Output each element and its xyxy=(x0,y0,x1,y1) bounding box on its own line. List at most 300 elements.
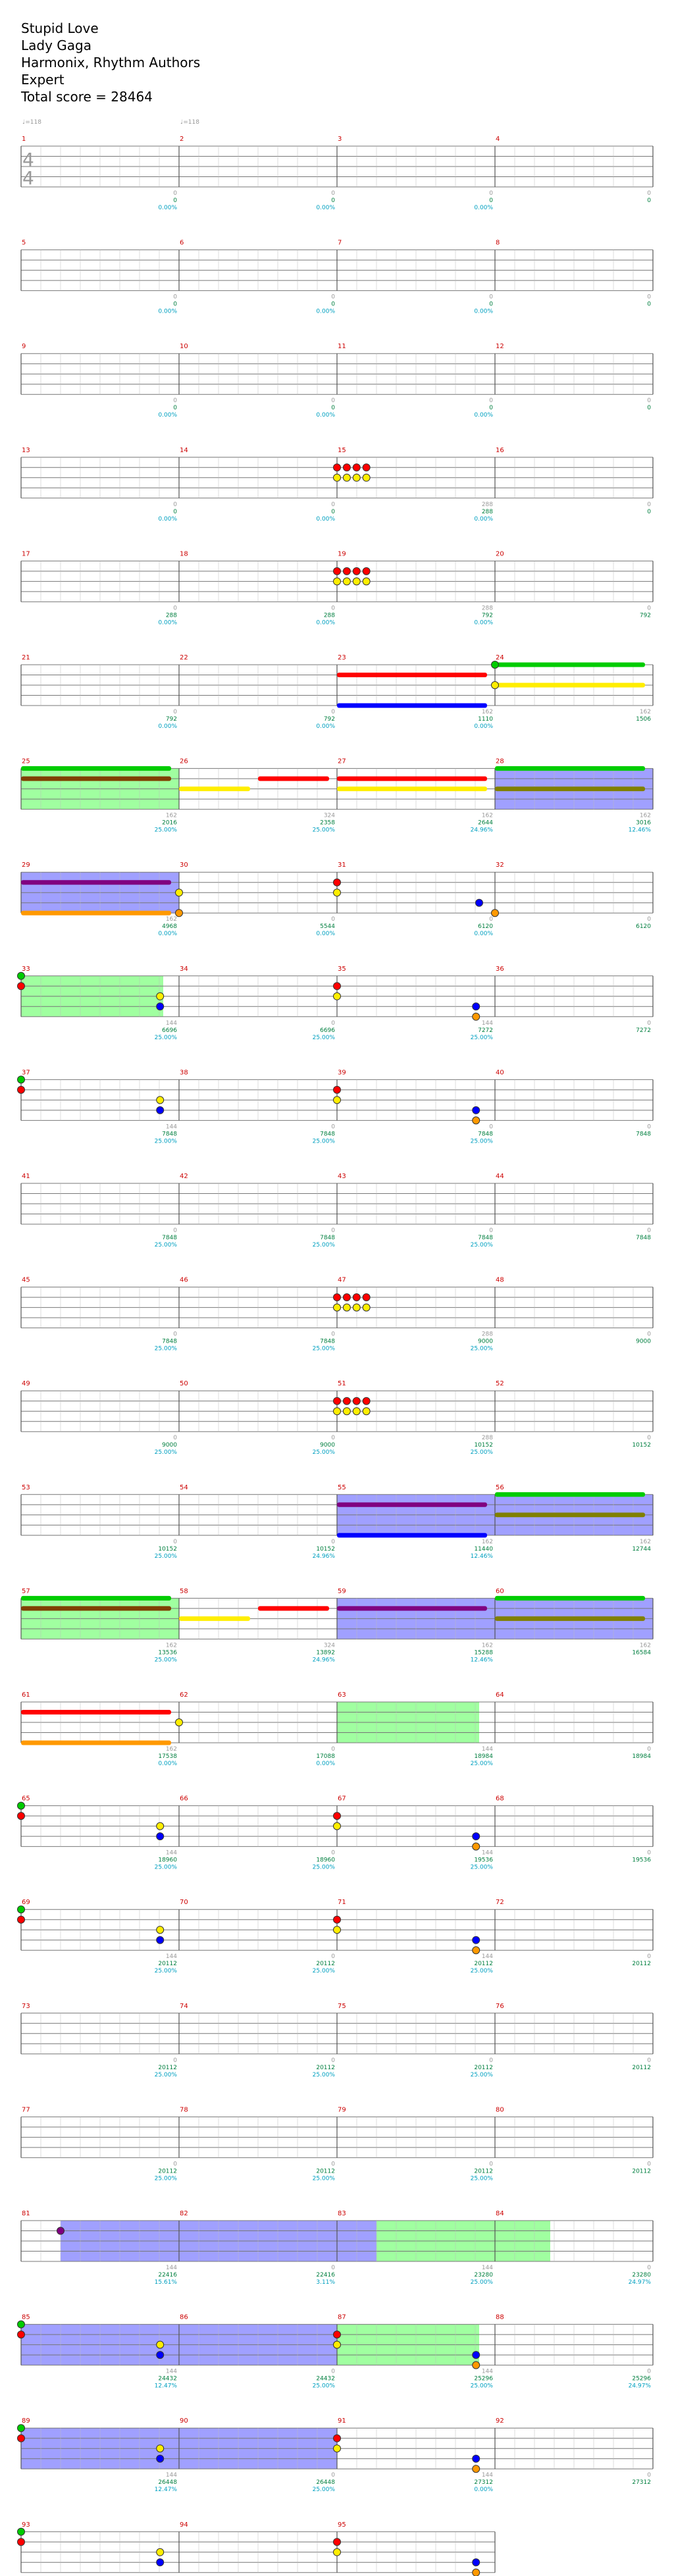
drum-note xyxy=(492,661,499,669)
phrase-value: 162 xyxy=(481,1538,493,1545)
cumulative-score: 20112 xyxy=(158,2168,177,2175)
overdrive-percent: 25.00% xyxy=(154,1657,177,1664)
drum-note xyxy=(334,1408,341,1415)
measure-number: 31 xyxy=(338,862,346,869)
measure-number: 56 xyxy=(496,1483,504,1491)
cumulative-score: 20112 xyxy=(632,2168,651,2175)
phrase-value: 0 xyxy=(331,1435,335,1442)
measure-number: 62 xyxy=(180,1691,188,1699)
phrase-value: 0 xyxy=(331,2057,335,2064)
phrase-value: 0 xyxy=(647,1331,651,1338)
cumulative-score: 0 xyxy=(173,301,177,308)
cumulative-score: 7272 xyxy=(478,1027,493,1034)
phrase-value: 0 xyxy=(173,709,177,715)
overdrive-percent: 25.00% xyxy=(154,1345,177,1352)
cumulative-score: 792 xyxy=(323,716,335,723)
measure-number: 42 xyxy=(180,1173,188,1180)
overdrive-percent: 12.47% xyxy=(154,2486,177,2494)
drum-note xyxy=(476,899,483,906)
cumulative-score: 6120 xyxy=(478,923,493,931)
drum-note xyxy=(334,578,341,585)
cumulative-score: 1506 xyxy=(636,716,651,723)
cumulative-score: 18984 xyxy=(474,1753,493,1760)
measure-number: 2 xyxy=(180,136,184,143)
measure-number: 4 xyxy=(496,136,500,143)
drum-note xyxy=(363,578,370,585)
measure-number: 36 xyxy=(496,965,504,973)
phrase-value: 0 xyxy=(647,2265,651,2271)
cumulative-score: 24432 xyxy=(158,2375,177,2383)
cumulative-score: 12744 xyxy=(632,1545,651,1553)
measure-number: 26 xyxy=(180,758,188,765)
phrase-value: 0 xyxy=(647,398,651,405)
sustain-bar xyxy=(337,1503,487,1507)
measure-number: 86 xyxy=(180,2313,188,2321)
phrase-value: 0 xyxy=(647,294,651,301)
overdrive-percent: 0.00% xyxy=(316,619,335,627)
measure-number: 91 xyxy=(338,2417,346,2425)
measure-number: 88 xyxy=(496,2313,504,2321)
overdrive-percent: 25.00% xyxy=(470,2279,493,2286)
overdrive-percent: 25.00% xyxy=(470,1968,493,1975)
measure-number: 47 xyxy=(338,1276,346,1284)
drum-note xyxy=(157,992,164,1000)
drum-note xyxy=(334,879,341,886)
drum-note xyxy=(334,567,341,575)
cumulative-score: 0 xyxy=(331,197,335,204)
cumulative-score: 792 xyxy=(639,612,651,619)
cumulative-score: 25296 xyxy=(632,2375,651,2383)
measure-number: 65 xyxy=(22,1795,30,1803)
cumulative-score: 0 xyxy=(489,197,493,204)
measure-number: 58 xyxy=(180,1587,188,1595)
overdrive-percent: 25.00% xyxy=(312,2383,335,2390)
cumulative-score: 26448 xyxy=(316,2479,335,2486)
cumulative-score: 10152 xyxy=(632,1442,651,1449)
drum-note xyxy=(18,2321,25,2328)
measure-number: 11 xyxy=(338,343,346,351)
drum-note xyxy=(18,983,25,990)
drum-note xyxy=(334,1294,341,1301)
drum-note xyxy=(157,2455,164,2462)
overdrive-percent: 25.00% xyxy=(312,2175,335,2182)
drum-note xyxy=(334,2548,341,2556)
overdrive-percent: 0.00% xyxy=(316,723,335,730)
measure-number: 45 xyxy=(22,1276,30,1284)
cumulative-score: 792 xyxy=(165,716,177,723)
cumulative-score: 20112 xyxy=(474,2064,493,2071)
drum-note xyxy=(334,1916,341,1923)
cumulative-score: 0 xyxy=(331,301,335,308)
phrase-value: 288 xyxy=(481,605,493,612)
drum-note xyxy=(176,910,183,917)
overdrive-percent: 0.00% xyxy=(158,412,177,419)
phrase-value: 0 xyxy=(331,709,335,715)
phrase-value: 288 xyxy=(481,1435,493,1442)
drum-note xyxy=(157,1106,164,1114)
sustain-bar xyxy=(21,1596,171,1601)
drum-note xyxy=(343,578,350,585)
drum-note xyxy=(343,1397,350,1404)
drum-note xyxy=(334,2538,341,2546)
overdrive-percent: 0.00% xyxy=(158,931,177,938)
cumulative-score: 0 xyxy=(489,405,493,412)
cumulative-score: 7848 xyxy=(162,1235,177,1241)
drum-note xyxy=(334,2434,341,2442)
phrase-value: 0 xyxy=(489,294,493,301)
drum-note xyxy=(157,2341,164,2348)
cumulative-score: 20112 xyxy=(316,2168,335,2175)
phrase-value: 144 xyxy=(165,2265,177,2271)
overdrive-percent: 3.11% xyxy=(316,2279,335,2286)
overdrive-percent: 25.00% xyxy=(312,1242,335,1249)
measure-number: 23 xyxy=(338,654,346,661)
overdrive-percent: 25.00% xyxy=(154,1968,177,1975)
measure-number: 5 xyxy=(22,239,26,247)
phrase-value: 0 xyxy=(331,2472,335,2479)
cumulative-score: 10152 xyxy=(316,1545,335,1553)
measure-number: 25 xyxy=(22,758,30,765)
measure-number: 14 xyxy=(180,446,188,454)
drum-note xyxy=(334,2331,341,2338)
sustain-bar xyxy=(495,1616,645,1621)
overdrive-percent: 0.00% xyxy=(474,619,493,627)
drum-note xyxy=(353,578,360,585)
phrase-value: 162 xyxy=(639,1642,651,1649)
drum-note xyxy=(363,1294,370,1301)
phrase-value: 0 xyxy=(489,190,493,197)
sustain-bar xyxy=(21,911,171,915)
phrase-value: 0 xyxy=(331,294,335,301)
phrase-value: 0 xyxy=(173,501,177,508)
drum-note xyxy=(157,2352,164,2359)
phrase-value: 0 xyxy=(647,1849,651,1857)
phrase-value: 0 xyxy=(331,1019,335,1027)
cumulative-score: 24432 xyxy=(316,2375,335,2383)
cumulative-score: 11440 xyxy=(474,1545,493,1553)
cumulative-score: 23280 xyxy=(474,2272,493,2279)
cumulative-score: 6696 xyxy=(162,1027,177,1034)
measure-number: 7 xyxy=(338,239,342,247)
drum-note xyxy=(334,2445,341,2452)
cumulative-score: 20112 xyxy=(158,2064,177,2071)
measure-number: 59 xyxy=(338,1587,346,1595)
measure-number: 19 xyxy=(338,550,346,558)
sustain-bar xyxy=(179,1616,250,1621)
cumulative-score: 7848 xyxy=(478,1131,493,1138)
measure-number: 3 xyxy=(338,136,342,143)
phrase-value: 144 xyxy=(165,2472,177,2479)
cumulative-score: 1110 xyxy=(478,716,493,723)
measure-number: 48 xyxy=(496,1276,504,1284)
sustain-bar xyxy=(337,786,487,791)
drum-note xyxy=(334,2341,341,2348)
phrase-value: 0 xyxy=(331,2368,335,2375)
sustain-bar xyxy=(179,786,250,791)
time-signature-den: 4 xyxy=(22,167,34,189)
cumulative-score: 0 xyxy=(173,405,177,412)
overdrive-percent: 25.00% xyxy=(154,827,177,834)
measure-number: 37 xyxy=(22,1069,30,1077)
cumulative-score: 7848 xyxy=(636,1131,651,1138)
drum-note xyxy=(473,1936,480,1944)
overdrive-percent: 25.00% xyxy=(470,1242,493,1249)
cumulative-score: 25296 xyxy=(474,2375,493,2383)
drum-note xyxy=(492,910,499,917)
cumulative-score: 20112 xyxy=(316,1961,335,1968)
overdrive-percent: 12.46% xyxy=(628,827,651,834)
phrase-value: 0 xyxy=(331,1849,335,1857)
measure-number: 27 xyxy=(338,758,346,765)
measure-number: 83 xyxy=(338,2210,346,2217)
measure-number: 53 xyxy=(22,1483,30,1491)
cumulative-score: 7848 xyxy=(320,1235,335,1241)
cumulative-score: 20112 xyxy=(474,2168,493,2175)
measure-number: 22 xyxy=(180,654,188,661)
drum-note xyxy=(334,1304,341,1311)
overdrive-percent: 25.00% xyxy=(154,1138,177,1145)
phrase-value: 0 xyxy=(647,1746,651,1753)
overdrive-percent: 0.00% xyxy=(474,205,493,211)
phrase-value: 0 xyxy=(647,1227,651,1234)
overdrive-percent: 25.00% xyxy=(312,1345,335,1352)
phrase-value: 0 xyxy=(647,501,651,508)
cumulative-score: 26448 xyxy=(158,2479,177,2486)
phrase-value: 0 xyxy=(331,398,335,405)
cumulative-score: 17088 xyxy=(316,1753,335,1760)
drum-note xyxy=(157,1003,164,1010)
measure-number: 35 xyxy=(338,965,346,973)
overdrive-percent: 0.00% xyxy=(474,723,493,730)
overdrive-percent: 24.97% xyxy=(628,2279,651,2286)
overdrive-percent: 0.00% xyxy=(158,1761,177,1767)
drum-note xyxy=(353,1408,360,1415)
phrase-value: 0 xyxy=(647,1019,651,1027)
phrase-value: 144 xyxy=(481,2265,493,2271)
measure-number: 78 xyxy=(180,2106,188,2114)
drum-note xyxy=(343,1408,350,1415)
measure-number: 20 xyxy=(496,550,504,558)
sustain-bar xyxy=(495,1512,645,1517)
drum-note xyxy=(473,2569,480,2576)
phrase-value: 0 xyxy=(647,2368,651,2375)
overdrive-percent: 25.00% xyxy=(312,2071,335,2078)
overdrive-percent: 24.96% xyxy=(312,1553,335,1560)
drum-note xyxy=(18,2538,25,2546)
drum-note xyxy=(18,1813,25,1820)
cumulative-score: 20112 xyxy=(474,1961,493,1968)
drum-note xyxy=(353,1397,360,1404)
sustain-bar xyxy=(495,663,645,667)
measure-number: 80 xyxy=(496,2106,504,2114)
overdrive-percent: 0.00% xyxy=(316,931,335,938)
cumulative-score: 2358 xyxy=(320,819,335,827)
sustain-bar xyxy=(495,1492,645,1497)
cumulative-score: 20112 xyxy=(158,1961,177,1968)
cumulative-score: 7848 xyxy=(162,1131,177,1138)
measure-number: 71 xyxy=(338,1899,346,1907)
phrase-value: 0 xyxy=(331,2265,335,2271)
overdrive-percent: 0.00% xyxy=(474,2486,493,2494)
cumulative-score: 23280 xyxy=(632,2272,651,2279)
overdrive-percent: 25.00% xyxy=(312,1138,335,1145)
phrase-value: 144 xyxy=(481,1746,493,1753)
cumulative-score: 288 xyxy=(481,508,493,515)
drum-note xyxy=(473,1003,480,1010)
tempo-marker: ♩=118 xyxy=(180,119,199,126)
sustain-bar xyxy=(21,1710,171,1714)
difficulty-label: Expert xyxy=(21,72,65,88)
phrase-value: 162 xyxy=(481,709,493,715)
measure-number: 6 xyxy=(180,239,184,247)
drum-note xyxy=(157,1936,164,1944)
measure-number: 54 xyxy=(180,1483,188,1491)
drum-note xyxy=(353,464,360,471)
measure-number: 69 xyxy=(22,1899,30,1907)
sustain-bar xyxy=(258,1606,329,1610)
cumulative-score: 0 xyxy=(173,197,177,204)
cumulative-score: 13536 xyxy=(158,1649,177,1657)
phrase-value: 0 xyxy=(331,1123,335,1131)
phrase-value: 0 xyxy=(647,916,651,923)
drum-note xyxy=(18,1916,25,1923)
sustain-bar xyxy=(495,786,645,791)
cumulative-score: 18960 xyxy=(158,1857,177,1864)
drum-note xyxy=(473,1833,480,1840)
drum-note xyxy=(353,567,360,575)
measure-number: 57 xyxy=(22,1587,30,1595)
drum-note xyxy=(343,474,350,481)
phrase-value: 162 xyxy=(639,1538,651,1545)
cumulative-score: 19536 xyxy=(474,1857,493,1864)
measure-number: 67 xyxy=(338,1795,346,1803)
cumulative-score: 17538 xyxy=(158,1753,177,1760)
overdrive-percent: 25.00% xyxy=(470,1761,493,1767)
phrase-value: 162 xyxy=(481,1642,493,1649)
cumulative-score: 10152 xyxy=(158,1545,177,1553)
drum-note xyxy=(473,2455,480,2462)
phrase-value: 0 xyxy=(173,2161,177,2168)
phrase-value: 162 xyxy=(165,1746,177,1753)
phrase-value: 0 xyxy=(489,2057,493,2064)
phrase-value: 288 xyxy=(481,501,493,508)
overdrive-percent: 0.00% xyxy=(316,308,335,315)
drum-note xyxy=(363,1304,370,1311)
sustain-bar xyxy=(21,1741,171,1745)
measure-number: 73 xyxy=(22,2002,30,2010)
overdrive-percent: 25.00% xyxy=(154,2175,177,2182)
phrase-value: 162 xyxy=(165,916,177,923)
drum-note xyxy=(343,464,350,471)
phrase-value: 0 xyxy=(489,1227,493,1234)
measure-number: 41 xyxy=(22,1173,30,1180)
phrase-value: 0 xyxy=(647,2057,651,2064)
cumulative-score: 0 xyxy=(647,405,651,412)
drum-note xyxy=(473,1117,480,1124)
phrase-value: 288 xyxy=(481,1331,493,1338)
drum-note xyxy=(492,682,499,689)
phrase-value: 0 xyxy=(173,1435,177,1442)
drum-note xyxy=(334,1926,341,1934)
measure-number: 77 xyxy=(22,2106,30,2114)
cumulative-score: 9000 xyxy=(636,1338,651,1345)
sustain-bar xyxy=(495,683,645,688)
cumulative-score: 9000 xyxy=(320,1442,335,1449)
measure-number: 75 xyxy=(338,2002,346,2010)
overdrive-percent: 0.00% xyxy=(316,515,335,523)
overdrive-percent: 25.00% xyxy=(470,1138,493,1145)
phrase-value: 0 xyxy=(647,1435,651,1442)
measure-number: 82 xyxy=(180,2210,188,2217)
measure-number: 51 xyxy=(338,1380,346,1388)
phrase-value: 0 xyxy=(647,2161,651,2168)
drum-note xyxy=(57,2227,65,2234)
cumulative-score: 0 xyxy=(331,508,335,515)
phrase-value: 0 xyxy=(173,605,177,612)
drum-note xyxy=(473,1106,480,1114)
drum-note xyxy=(334,992,341,1000)
overdrive-percent: 0.00% xyxy=(316,205,335,211)
drum-note xyxy=(343,567,350,575)
drum-note xyxy=(157,2548,164,2556)
cumulative-score: 288 xyxy=(165,612,177,619)
drum-note xyxy=(353,1294,360,1301)
measure-number: 24 xyxy=(496,654,504,661)
overdrive-percent: 25.00% xyxy=(154,1034,177,1041)
sustain-bar xyxy=(337,777,487,781)
phrase-value: 0 xyxy=(647,190,651,197)
phrase-value: 0 xyxy=(331,1953,335,1961)
drum-note xyxy=(176,889,183,896)
cumulative-score: 7848 xyxy=(320,1338,335,1345)
measure-number: 21 xyxy=(22,654,30,661)
cumulative-score: 2644 xyxy=(478,819,493,827)
measure-number: 38 xyxy=(180,1069,188,1077)
phrase-value: 144 xyxy=(481,1953,493,1961)
cumulative-score: 27312 xyxy=(474,2479,493,2486)
phrase-value: 0 xyxy=(489,916,493,923)
cumulative-score: 27312 xyxy=(632,2479,651,2486)
overdrive-percent: 25.00% xyxy=(470,1864,493,1871)
drum-note xyxy=(157,2445,164,2452)
overdrive-percent: 0.00% xyxy=(158,205,177,211)
sustain-bar xyxy=(337,1606,487,1610)
overdrive-percent: 25.00% xyxy=(312,1034,335,1041)
cumulative-score: 4968 xyxy=(162,923,177,931)
drum-note xyxy=(473,1013,480,1020)
sustain-bar xyxy=(21,777,171,781)
phrase-value: 0 xyxy=(489,398,493,405)
phrase-value: 0 xyxy=(173,294,177,301)
cumulative-score: 16584 xyxy=(632,1649,651,1657)
drum-note xyxy=(334,1086,341,1093)
overdrive-percent: 12.46% xyxy=(470,1553,493,1560)
drum-note xyxy=(157,1096,164,1104)
measure-number: 94 xyxy=(180,2521,188,2529)
phrase-value: 0 xyxy=(647,1953,651,1961)
measure-number: 12 xyxy=(496,343,504,351)
phrase-value: 0 xyxy=(331,1538,335,1545)
measure-number: 72 xyxy=(496,1899,504,1907)
drum-note xyxy=(18,2434,25,2442)
cumulative-score: 6120 xyxy=(636,923,651,931)
drum-note xyxy=(176,1719,183,1726)
phrase-value: 0 xyxy=(489,1123,493,1131)
overdrive-percent: 25.00% xyxy=(312,827,335,834)
phrase-value: 0 xyxy=(331,916,335,923)
measure-number: 8 xyxy=(496,239,500,247)
measure-number: 66 xyxy=(180,1795,188,1803)
